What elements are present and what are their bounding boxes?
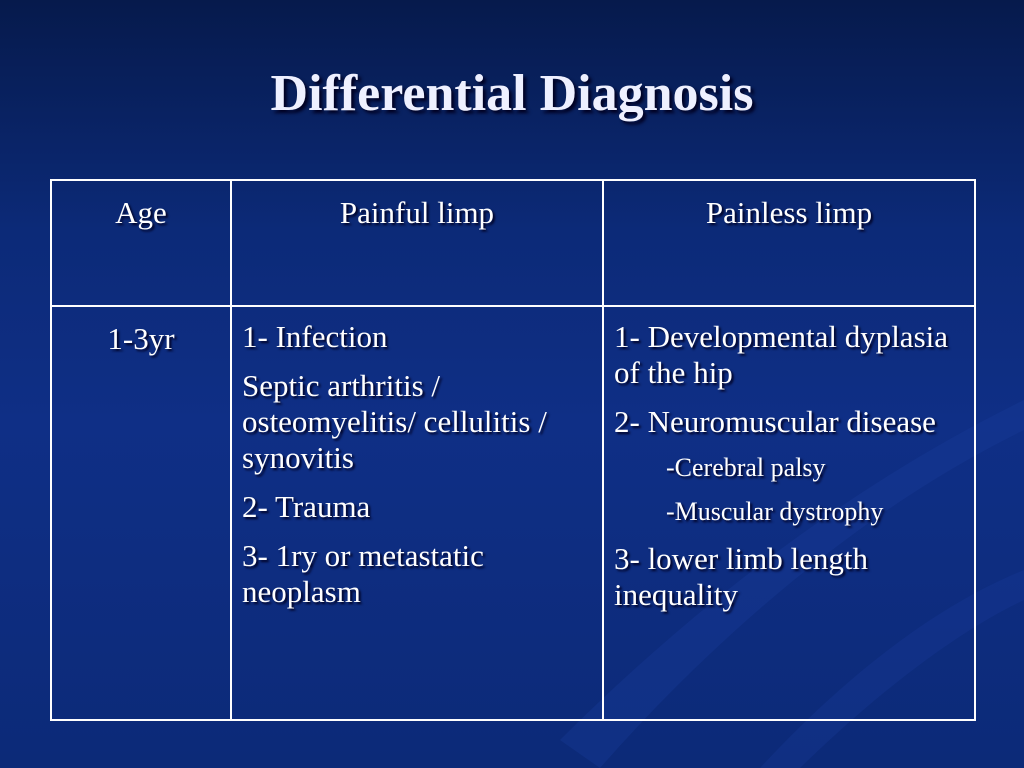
- table-row: [51, 306, 975, 720]
- painless-subitem: -Muscular dystrophy: [666, 497, 884, 526]
- painful-item: 2- Trauma: [242, 489, 371, 524]
- slide-title: Differential Diagnosis: [270, 65, 754, 122]
- painful-limp-cell: [231, 306, 603, 720]
- painful-item: 3- 1ry or metastatic neoplasm: [242, 538, 484, 609]
- painful-item: Septic arthritis / osteomyelitis/ cellulitis / synovitis: [242, 368, 547, 475]
- painless-subitem: -Cerebral palsy: [666, 453, 826, 482]
- header-painless-limp: Painless limp: [603, 180, 975, 306]
- painless-item: 3- lower limb length inequality: [614, 541, 868, 612]
- header-painful-limp: Painful limp: [231, 180, 603, 306]
- painless-item: 2- Neuromuscular disease: [614, 404, 936, 439]
- differential-diagnosis-table: [50, 179, 976, 721]
- painless-item: 1- Developmental dyplasia of the hip: [614, 319, 949, 390]
- table-header-row: [51, 180, 975, 306]
- header-age: Age: [51, 180, 231, 306]
- age-cell: 1-3yr: [51, 306, 231, 720]
- painless-limp-cell: [603, 306, 975, 720]
- painful-item: 1- Infection: [242, 319, 388, 354]
